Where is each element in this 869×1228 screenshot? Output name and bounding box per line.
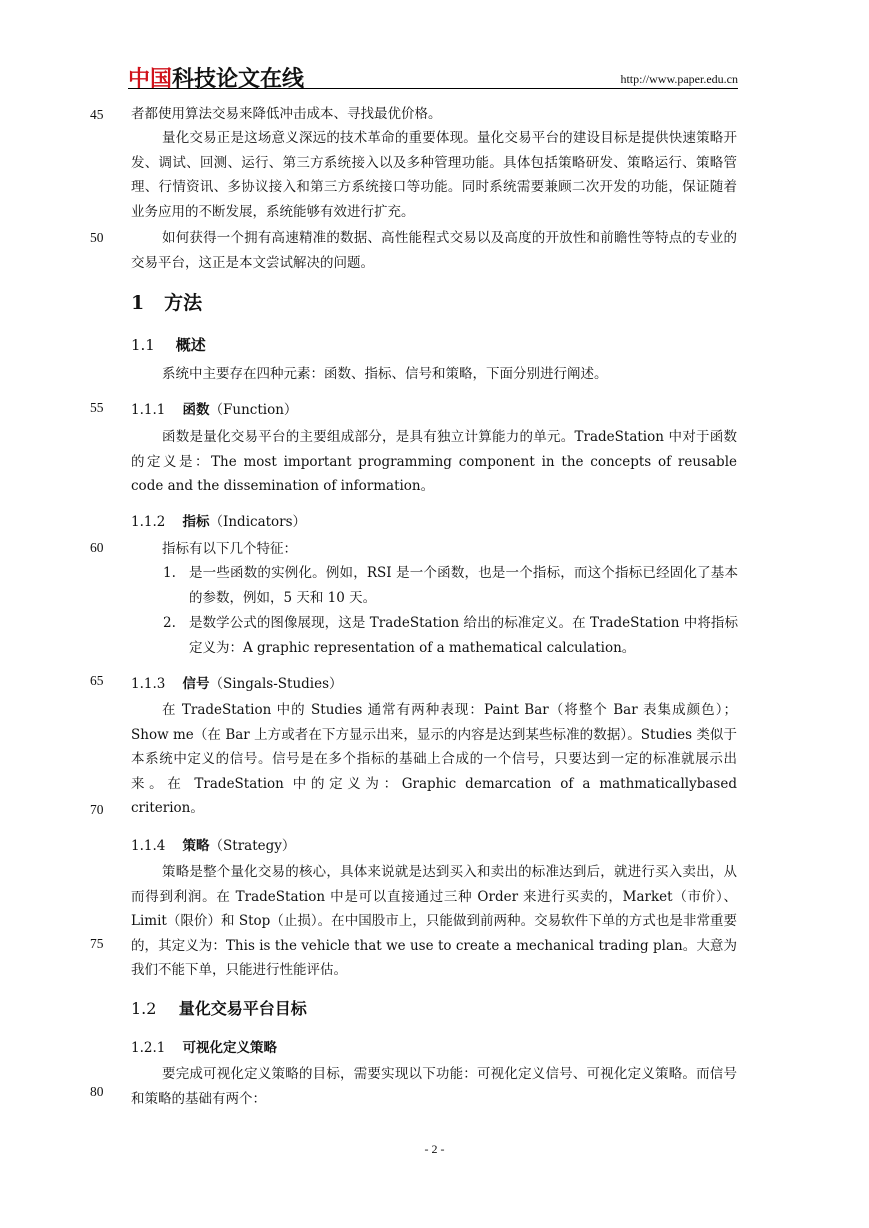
subsubsection-title: 可视化定义策略 <box>182 1040 278 1056</box>
logo-text-black: 科技论文在线 <box>172 67 305 92</box>
list-number: 1. <box>163 565 176 581</box>
line-number: 75 <box>90 936 104 951</box>
list-text: 是一些函数的实例化。例如，RSI 是一个函数，也是一个指标，而这个指标已经固化了基本的参数，例如，5 天和 10 天。 <box>189 565 738 606</box>
subsection-title: 概述 <box>175 336 206 354</box>
subsubsection-heading <box>131 510 306 530</box>
line-number: 80 <box>90 1084 104 1099</box>
subsubsection-subtitle: （Indicators） <box>209 514 307 530</box>
subsubsection-number: 1.2.1 <box>131 1040 166 1056</box>
list-text: 是数学公式的图像展现，这是 TradeStation 给出的标准定义。在 TradeStation 中将指标定义为：A graphic representation of a mathematical calculation。 <box>189 615 738 656</box>
paragraph: 者都使用算法交易来降低冲击成本、寻找最优价格。 <box>131 106 442 122</box>
subsubsection-subtitle: （Strategy） <box>209 838 296 854</box>
subsection-title: 量化交易平台目标 <box>178 999 307 1018</box>
subsubsection-subtitle: （Singals-Studies） <box>209 676 343 692</box>
line-number: 55 <box>90 400 104 415</box>
subsubsection-title: 策略 <box>182 838 210 854</box>
subsection-number: 1.1 <box>131 336 155 354</box>
header-divider <box>128 88 738 89</box>
subsubsection-title: 函数 <box>182 402 210 418</box>
line-number: 65 <box>90 673 104 688</box>
paragraph: 系统中主要存在四种元素：函数、指标、信号和策略，下面分别进行阐述。 <box>162 366 608 382</box>
subsubsection-title: 信号 <box>182 676 210 692</box>
subsection-number: 1.2 <box>131 999 157 1018</box>
subsubsection-number: 1.1.4 <box>131 838 166 854</box>
line-number: 45 <box>90 107 104 122</box>
logo-text-red: 中国 <box>128 67 173 92</box>
paragraph: 要完成可视化定义策略的目标，需要实现以下功能：可视化定义信号、可视化定义策略。而信号和策略的基础有两个： <box>131 1066 737 1107</box>
paragraph: 函数是量化交易平台的主要组成部分，是具有独立计算能力的单元。TradeStation 中对于函数的定义是：The most important programming component in the concepts of reusable code and the dissemination of information。 <box>131 429 737 494</box>
subsubsection-title: 指标 <box>182 514 210 530</box>
list-item <box>163 561 738 610</box>
subsubsection-number: 1.1.3 <box>131 676 166 692</box>
page-number: - 2 - <box>424 1142 445 1156</box>
section-heading <box>131 288 202 315</box>
line-number: 50 <box>90 230 104 245</box>
subsubsection-subtitle: （Function） <box>209 402 298 418</box>
subsubsection-number: 1.1.2 <box>131 514 166 530</box>
header-url[interactable]: http://www.paper.edu.cn <box>620 72 738 86</box>
paragraph: 如何获得一个拥有高速精准的数据、高性能程式交易以及高度的开放性和前瞻性等特点的专业的交易平台，这正是本文尝试解决的问题。 <box>131 230 737 271</box>
section-number: 1 <box>131 292 145 314</box>
list-item <box>163 611 738 660</box>
list-number: 2. <box>163 615 176 631</box>
paragraph: 策略是整个量化交易的核心，具体来说就是达到买入和卖出的标准达到后，就进行买入卖出，从而得到利润。在 TradeStation 中是可以直接通过三种 Order 来进行买卖的，Market（市价）、Limit（限价）和 Stop（止损）。在中国股市上，只能做到前两种。交易软件下单的方式也是非常重要的，其定义为：This is the vehicle that we use to create a mechanical trading plan。大意为我们不能下单，只能进行性能评估。 <box>131 864 737 978</box>
subsection-heading <box>131 334 206 355</box>
line-number: 70 <box>90 802 104 817</box>
subsubsection-heading <box>131 398 297 418</box>
subsection-heading <box>131 996 307 1019</box>
subsubsection-heading <box>131 672 343 692</box>
line-number: 60 <box>90 540 104 555</box>
paragraph: 量化交易正是这场意义深远的技术革命的重要体现。量化交易平台的建设目标是提供快速策略开发、调试、回测、运行、第三方系统接入以及多种管理功能。具体包括策略研发、策略运行、策略管理、行情资讯、多协议接入和第三方系统接口等功能。同时系统需要兼顾二次开发的功能，保证随着业务应用的不断发展，系统能够有效进行扩充。 <box>131 130 737 220</box>
section-title: 方法 <box>164 292 203 314</box>
subsubsection-number: 1.1.1 <box>131 402 166 418</box>
paragraph: 指标有以下几个特征： <box>162 541 297 557</box>
subsubsection-heading <box>131 834 295 854</box>
paragraph: 在 TradeStation 中的 Studies 通常有两种表现：Paint Bar（将整个 Bar 表集成颜色）；Show me（在 Bar 上方或者在下方显示出来，显示的内容是达到某些标准的数据）。Studies 类似于本系统中定义的信号。信号是在多个指标的基础上合成的一个信号，只要达到一定的标准就展示出来。在 TradeStation 中的定义为：Graphic demarcation of a mathmaticallybased criterion。 <box>131 702 737 816</box>
subsubsection-heading <box>131 1036 277 1056</box>
